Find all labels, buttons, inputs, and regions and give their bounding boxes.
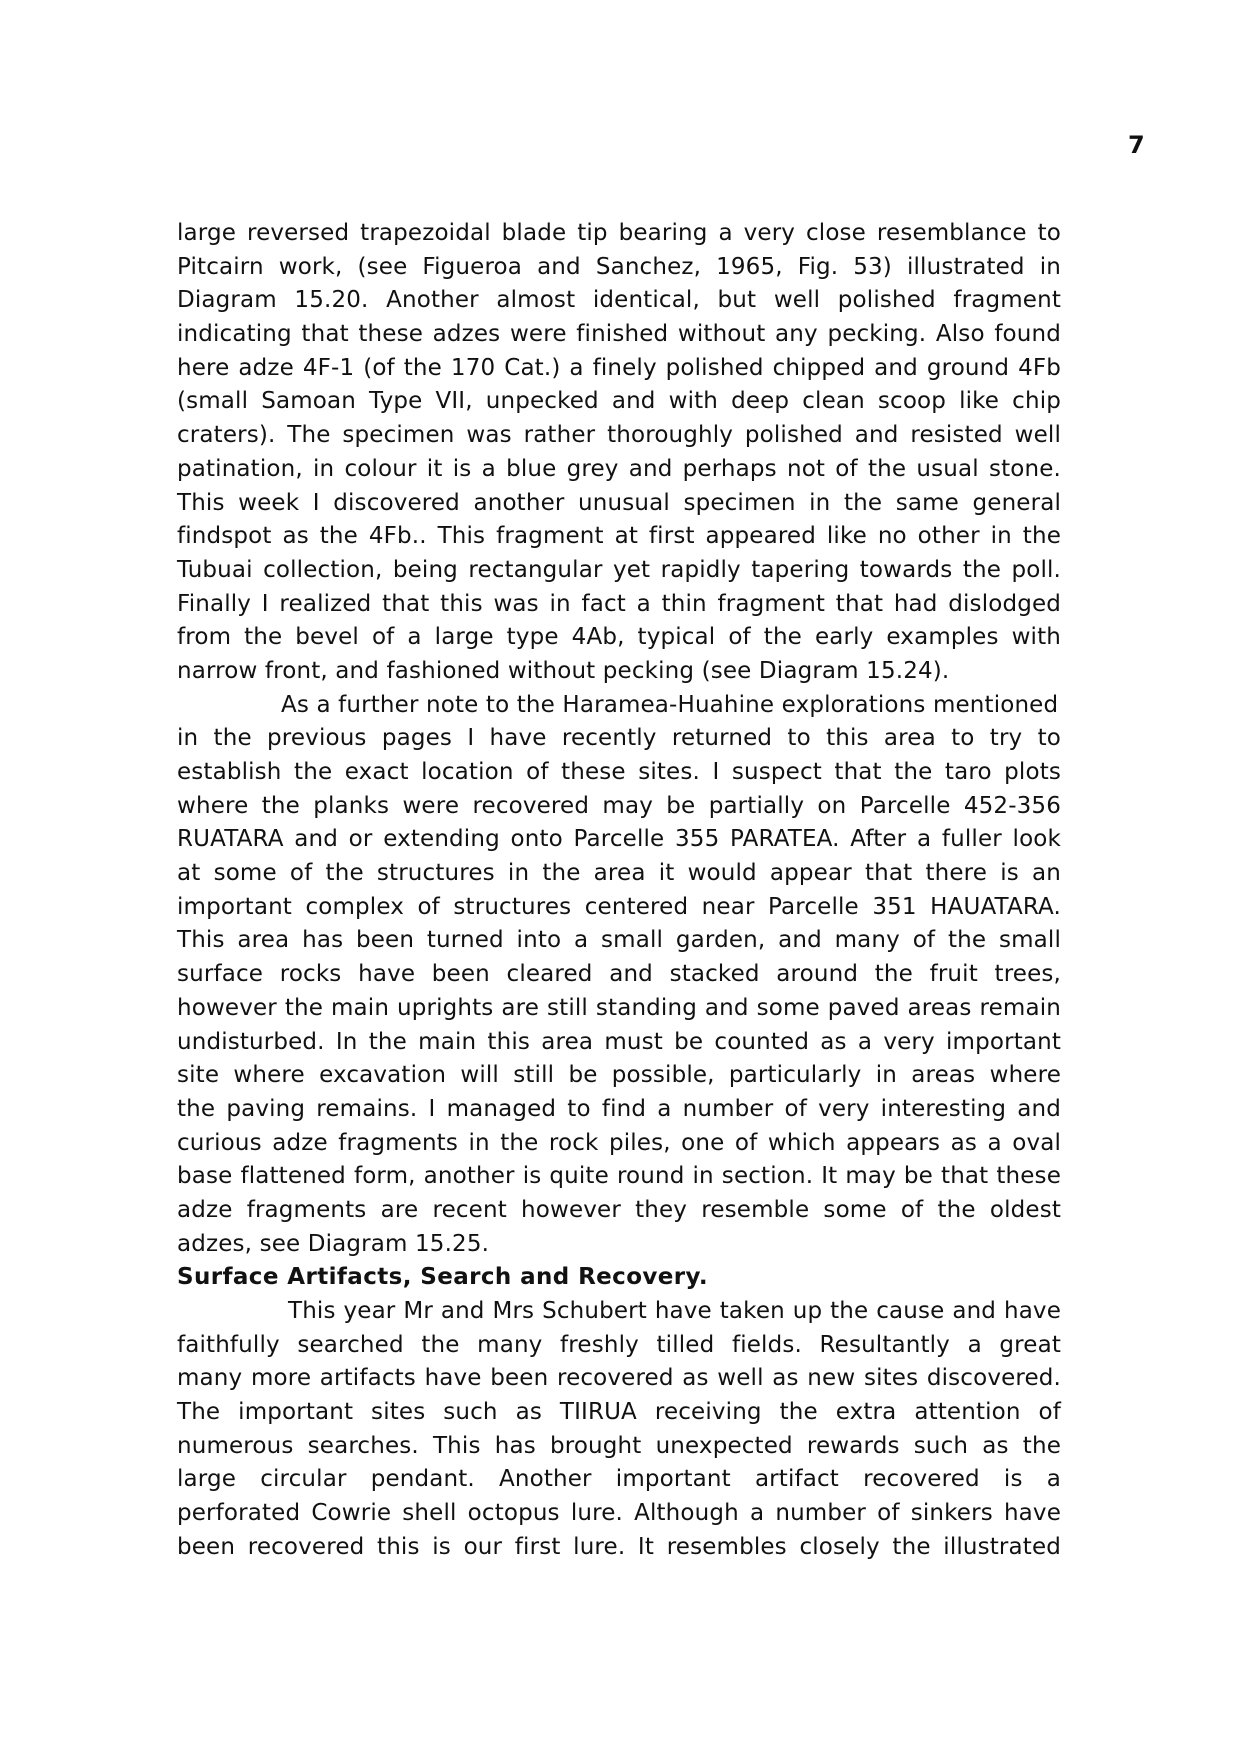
- page-number: 7: [1128, 131, 1145, 159]
- text-line: curious adze fragments in the rock piles, one of which appears as a oval: [177, 1129, 1061, 1156]
- text-line: large reversed trapezoidal blade tip bearing a very close resemblance to: [177, 220, 1061, 246]
- text-line: The important sites such as TIIRUA receiving the extra attention of: [177, 1399, 1061, 1426]
- text-line: Diagram 15.20. Another almost identical, but well polished fragment: [177, 287, 1061, 314]
- text-line: establish the exact location of these sites. I suspect that the taro plots: [177, 759, 1061, 785]
- section-heading: Surface Artifacts, Search and Recovery.: [177, 1264, 708, 1291]
- text-line: perforated Cowrie shell octopus lure. Although a number of sinkers have: [177, 1500, 1061, 1527]
- text-line: however the main uprights are still standing and some paved areas remain: [177, 994, 1061, 1021]
- text-line: This year Mr and Mrs Schubert have taken up the cause and have: [288, 1298, 1061, 1324]
- text-line: many more artifacts have been recovered as well as new sites discovered.: [177, 1365, 1061, 1392]
- text-line: adze fragments are recent however they resemble some of the oldest: [177, 1196, 1061, 1223]
- text-line: Pitcairn work, (see Figueroa and Sanchez, 1965, Fig. 53) illustrated in: [177, 253, 1061, 280]
- text-line: findspot as the 4Fb.. This fragment at first appeared like no other in the: [177, 523, 1061, 550]
- text-line: This week I discovered another unusual specimen in the same general: [177, 489, 1061, 516]
- text-line: (small Samoan Type VII, unpecked and with deep clean scoop like chip: [177, 388, 1061, 415]
- text-line: here adze 4F-1 (of the 170 Cat.) a finely polished chipped and ground 4Fb: [177, 354, 1061, 381]
- text-line: craters). The specimen was rather thoroughly polished and resisted well: [177, 422, 1061, 449]
- text-line: base flattened form, another is quite round in section. It may be that these: [177, 1163, 1061, 1190]
- text-line: undisturbed. In the main this area must be counted as a very important: [177, 1028, 1061, 1055]
- text-line: site where excavation will still be possible, particularly in areas where: [177, 1062, 1061, 1089]
- text-line: narrow front, and fashioned without pecking (see Diagram 15.24).: [177, 657, 950, 684]
- body-text: [177, 217, 1061, 1565]
- text-line: in the previous pages I have recently returned to this area to try to: [177, 725, 1061, 752]
- text-line: surface rocks have been cleared and stacked around the fruit trees,: [177, 961, 1061, 988]
- text-line: numerous searches. This has brought unexpected rewards such as the: [177, 1432, 1061, 1459]
- text-line: adzes, see Diagram 15.25.: [177, 1230, 490, 1257]
- text-line: indicating that these adzes were finished without any pecking. Also found: [177, 321, 1061, 348]
- text-line: Finally I realized that this was in fact a thin fragment that had dislodged: [177, 590, 1061, 617]
- text-line: the paving remains. I managed to find a number of very interesting and: [177, 1095, 1061, 1122]
- text-line: This area has been turned into a small garden, and many of the small: [177, 927, 1061, 954]
- text-line: Tubuai collection, being rectangular yet rapidly tapering towards the poll.: [177, 556, 1061, 583]
- text-line: important complex of structures centered near Parcelle 351 HAUATARA.: [177, 893, 1061, 920]
- text-line: As a further note to the Haramea-Huahine explorations mentioned: [281, 691, 1059, 718]
- text-line: patination, in colour it is a blue grey and perhaps not of the usual stone.: [177, 455, 1061, 482]
- text-line: from the bevel of a large type 4Ab, typical of the early examples with: [177, 624, 1061, 651]
- text-line: at some of the structures in the area it would appear that there is an: [177, 860, 1061, 887]
- text-line: large circular pendant. Another important artifact recovered is a: [177, 1466, 1061, 1493]
- text-line: where the planks were recovered may be partially on Parcelle 452-356: [177, 792, 1061, 819]
- text-line: been recovered this is our first lure. It resembles closely the illustrated: [177, 1533, 1061, 1560]
- text-line: RUATARA and or extending onto Parcelle 355 PARATEA. After a fuller look: [177, 826, 1061, 853]
- text-line: faithfully searched the many freshly tilled fields. Resultantly a great: [177, 1331, 1061, 1358]
